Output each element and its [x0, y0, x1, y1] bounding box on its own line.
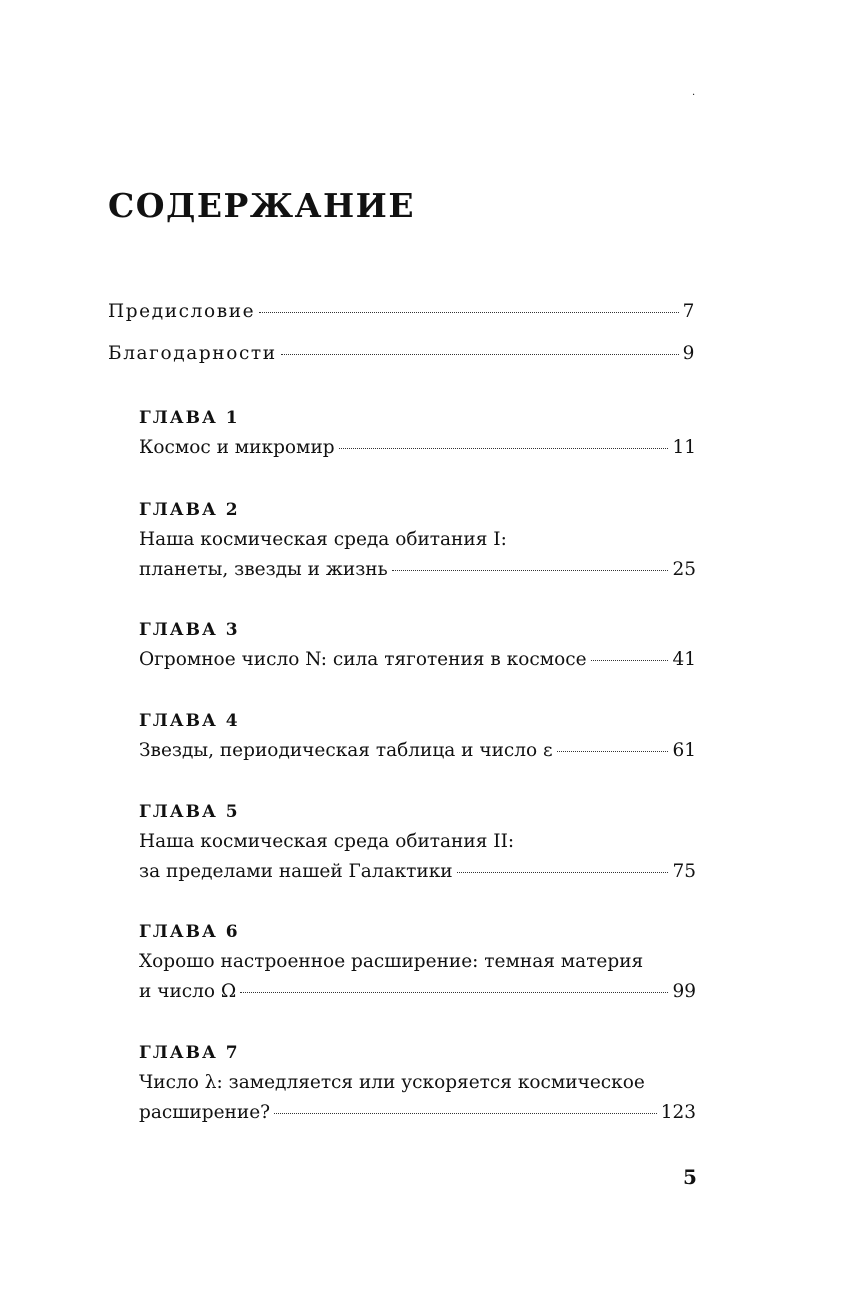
dot-leader: [259, 312, 678, 313]
dot-leader: [591, 660, 669, 661]
toc-entry-page: 11: [672, 437, 696, 458]
toc-entry-title-line: Наша космическая среда обитания II:: [139, 831, 515, 852]
toc-entry-title: Благодарности: [108, 343, 277, 364]
page-number: 5: [683, 1165, 697, 1189]
toc-entry-title: Космос и микромир: [139, 437, 335, 458]
toc-entry-title: расширение?: [139, 1102, 271, 1123]
chapter-label: ГЛАВА 7: [139, 1043, 240, 1063]
dot-leader: [274, 1113, 657, 1114]
toc-entry-title: и число Ω: [139, 981, 237, 1002]
toc-entry-page: 9: [682, 343, 696, 364]
chapter-label: ГЛАВА 3: [139, 620, 240, 640]
chapter-label: ГЛАВА 4: [139, 711, 240, 731]
chapter-label: ГЛАВА 5: [139, 802, 240, 822]
toc-entry-title-line: Наша космическая среда обитания I:: [139, 529, 507, 550]
toc-entry-chapter-3[interactable]: [139, 645, 696, 675]
dot-leader: [281, 354, 679, 355]
toc-entry-chapter-6[interactable]: [139, 977, 696, 1007]
toc-entry-title-line: Число λ: замедляется или ускоряется космическое: [139, 1072, 645, 1093]
dot-leader: [339, 448, 669, 449]
dot-leader: [392, 570, 669, 571]
toc-entry-chapter-4[interactable]: [139, 736, 696, 766]
corner-mark: .: [692, 87, 696, 98]
toc-entry-title: Звезды, периодическая таблица и число ε: [139, 740, 553, 761]
dot-leader: [557, 751, 669, 752]
toc-entry-page: 61: [672, 740, 696, 761]
toc-entry-page: 7: [682, 301, 696, 322]
toc-entry-title: Огромное число N: сила тяготения в космосе: [139, 649, 587, 670]
chapter-label: ГЛАВА 6: [139, 922, 240, 942]
dot-leader: [457, 872, 669, 873]
toc-entry-page: 99: [672, 981, 696, 1002]
page-title: СОДЕРЖАНИЕ: [108, 186, 416, 225]
toc-entry-title: Предисловие: [108, 301, 256, 322]
toc-entry-chapter-2[interactable]: [139, 555, 696, 585]
toc-entry-acknowledgements[interactable]: [108, 339, 696, 369]
toc-entry-title: за пределами нашей Галактики: [139, 861, 453, 882]
dot-leader: [240, 992, 668, 993]
toc-entry-chapter-1[interactable]: [139, 433, 696, 463]
toc-entry-page: 123: [660, 1102, 696, 1123]
chapter-label: ГЛАВА 2: [139, 500, 240, 520]
toc-entry-page: 25: [672, 559, 696, 580]
toc-entry-page: 41: [672, 649, 696, 670]
toc-entry-page: 75: [672, 861, 696, 882]
toc-entry-title-line: Хорошо настроенное расширение: темная материя: [139, 951, 644, 972]
toc-entry-chapter-5[interactable]: [139, 857, 696, 887]
toc-entry-preface[interactable]: [108, 297, 696, 327]
toc-entry-title: планеты, звезды и жизнь: [139, 559, 388, 580]
toc-entry-chapter-7[interactable]: [139, 1098, 696, 1128]
chapter-label: ГЛАВА 1: [139, 408, 240, 428]
